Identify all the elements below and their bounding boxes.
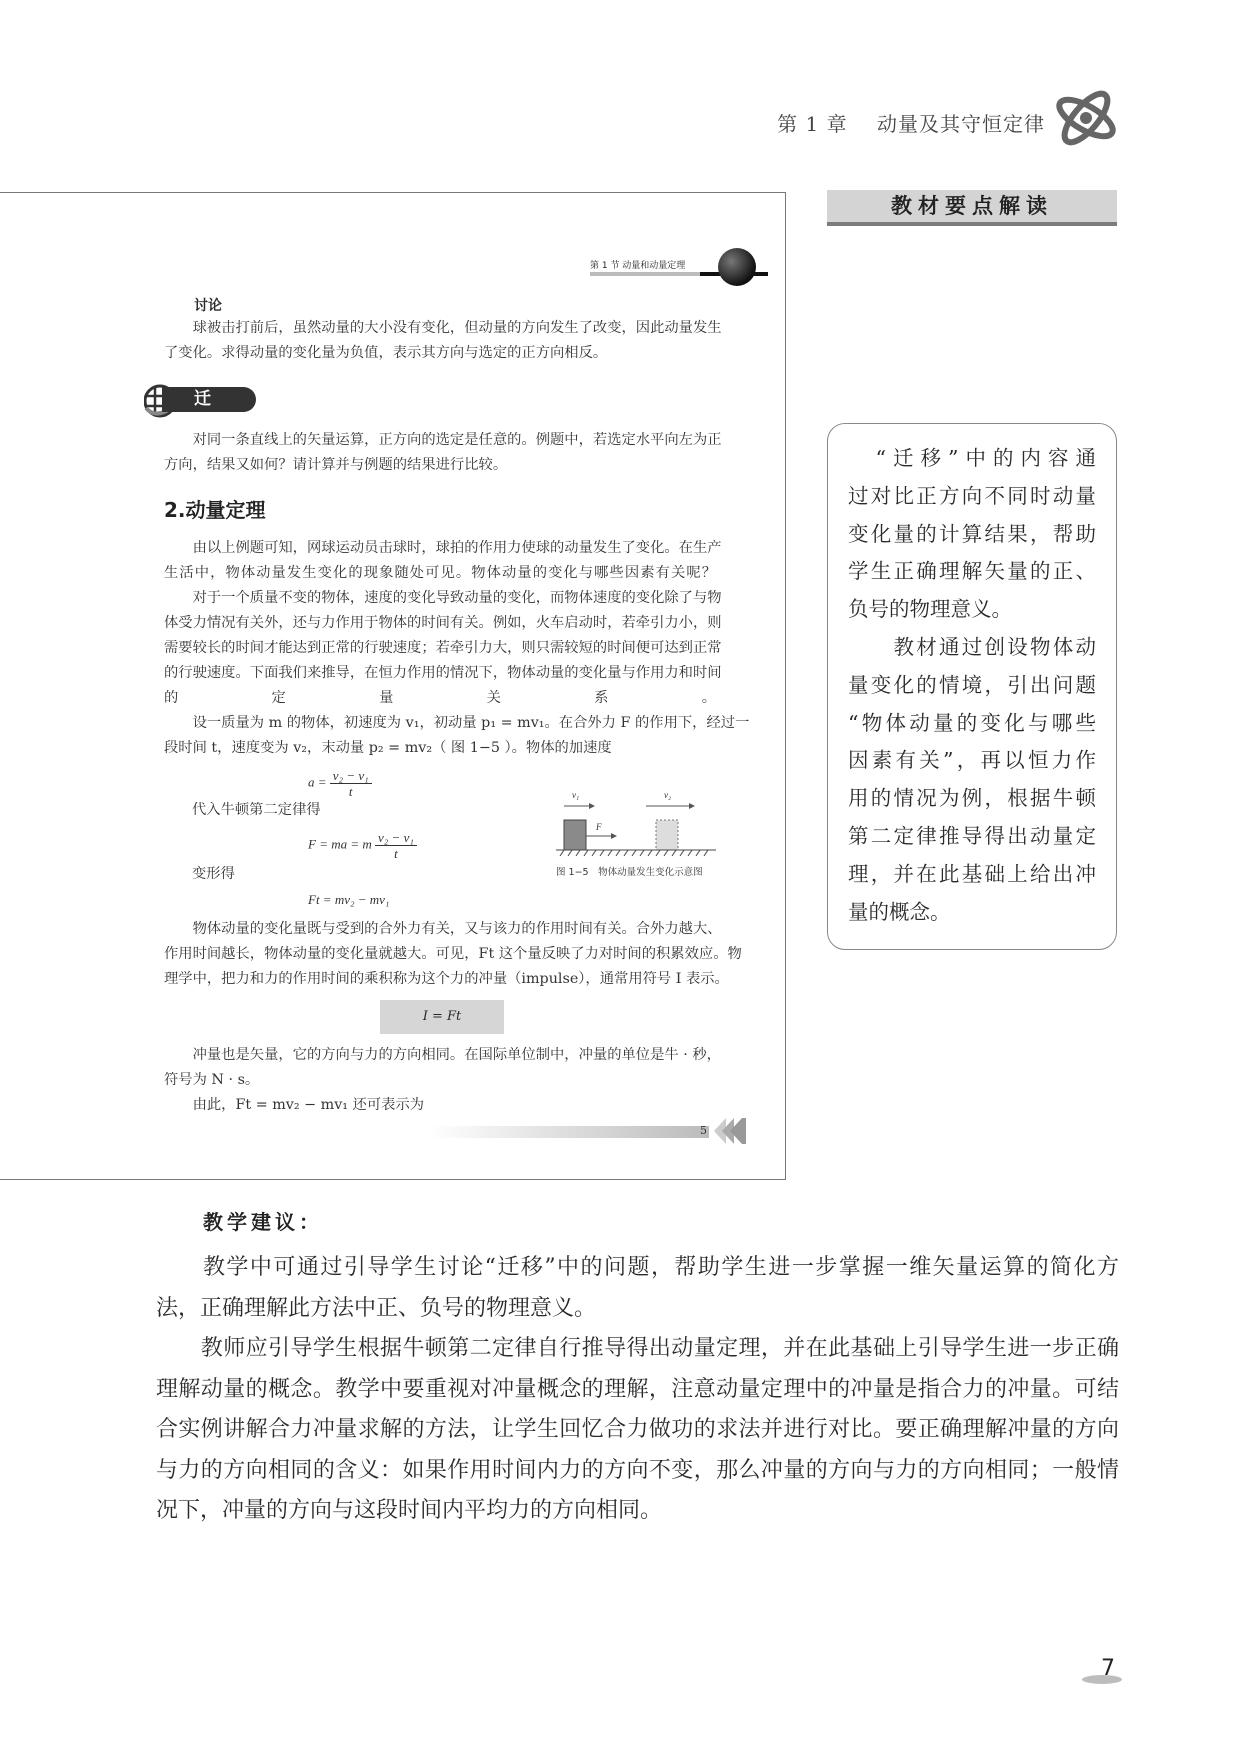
text-line: 生活中，物体动量发生变化的现象随处可见。物体动量的变化与哪些因素有关呢？ [164,565,716,581]
paragraph-derivation [164,536,750,761]
text-line: 了变化。求得动量的变化量为负值，表示其方向与选定的正方向相反。 [164,345,608,361]
text-line: 量的概念。 [848,899,951,924]
text-line: 由此，Ft = mv₂ − mv₁ 还可表示为 [164,1097,425,1113]
atom-icon [1052,86,1120,150]
paragraph-impulse-definition [164,917,742,992]
text-line: “物体动量的变化与哪些 [848,710,1096,735]
suggestion-paragraph-1 [156,1248,1119,1329]
transform-text: 变形得 [192,866,235,882]
formula-lhs: F = ma = m [308,836,372,852]
formula-impulse-momentum: Ft = mv₂ − mv₁ [308,892,390,907]
page-chevrons-icon [712,1118,748,1144]
formula-numerator: v₂ − v₁ [375,830,417,846]
text-line: 对同一条直线上的矢量运算，正方向的选定是任意的。例题中，若选定水平向左为正 [164,432,722,448]
text-line: 合实例讲解合力冲量求解的方法，让学生回忆合力做功的求法并进行对比。要正确理解冲量的方向 [156,1417,1119,1442]
formula-lhs: a = [308,774,327,790]
substitute-text: 代入牛顿第二定律得 [192,802,321,818]
heading-momentum-theorem: 2.动量定理 [164,498,266,522]
text-line: 符号为 N · s。 [164,1072,260,1088]
embedded-page-number: 5 [700,1124,707,1137]
text-line: 因素有关”，再以恒力作 [848,748,1096,773]
text-line: 学生正确理解矢量的正、 [848,559,1096,584]
transfer-text [164,428,722,478]
text-line: 量变化的情境，引出问题 [848,672,1096,697]
text-line: 理解动量的概念。教学中要重视对冲量概念的理解，注意动量定理中的冲量是指合力的冲量。可结 [156,1376,1119,1402]
discussion-heading: 讨论 [194,298,222,314]
text-line: 由以上例题可知，网球运动员击球时，球拍的作用力使球的动量发生了变化。在生产 [164,540,722,556]
text-line: 过对比正方向不同时动量 [848,483,1096,508]
momentum-change-diagram [556,790,726,860]
text-line: 用的情况为例，根据牛顿 [848,786,1096,811]
suggestion-paragraph-2 [156,1329,1119,1532]
text-line: 变化量的计算结果，帮助 [848,521,1096,546]
figure-caption: 图 1−5 物体动量发生变化示意图 [556,867,703,878]
text-line: 教学中可通过引导学生讨论“迁移”中的问题，帮助学生进一步掌握一维矢量运算的简化方 [156,1255,1119,1280]
text-line: 作用时间越长，物体动量的变化量就越大。可见，Ft 这个量反映了力对时间的积累效应。物 [164,946,742,962]
text-line: 冲量也是矢量，它的方向与力的方向相同。在国际单位制中，冲量的单位是牛 · 秒， [164,1047,721,1063]
text-line: 设一质量为 m 的物体，初速度为 v₁，初动量 p₁ = mv₁。在合外力 F 的作用下，经过一 [164,715,750,731]
teaching-suggestion-heading: 教学建议： [203,1210,323,1234]
paragraph-impulse-unit [164,1043,721,1118]
formula-numerator: v₂ − v₁ [330,768,372,784]
text-line: 需要较长的时间才能达到正常的行驶速度；若牵引力大，则只需较短的时间便可达到正常 [164,640,722,656]
v2-label: v₂ [664,790,672,800]
text-line: 教师应引导学生根据牛顿第二定律自行推导得出动量定理，并在此基础上引导学生进一步正确 [156,1336,1119,1361]
text-line: 的定量关系。 [164,690,716,706]
text-line: 负号的物理意义。 [848,597,1012,622]
formula-denominator: t [394,846,398,861]
figure-1-5 [556,790,726,880]
formula-force [308,830,417,861]
section-graph-icon [718,248,756,286]
text-line: 教材通过创设物体动 [848,634,1096,659]
force-label: F [596,822,602,832]
text-line: 的行驶速度。下面我们来推导，在恒力作用的情况下，物体动量的变化量与作用力和时间 [164,665,722,681]
impulse-formula-box: I = Ft [380,1000,504,1034]
transfer-label: 迁 移 [162,387,256,412]
text-line: 体受力情况有关外，还与力作用于物体的时间有关。例如，火车启动时，若牵引力小，则 [164,615,722,631]
text-line: 理，并在此基础上给出冲 [848,861,1096,886]
text-line: 与力的方向相同的含义：如果作用时间内力的方向不变，那么冲量的方向与力的方向相同；一般情 [156,1457,1119,1483]
text-line: 球被击打前后，虽然动量的大小没有变化，但动量的方向发生了改变，因此动量发生 [164,320,722,336]
formula-acceleration [308,768,372,799]
text-line: 物体动量的变化量既与受到的合外力有关，又与该力的作用时间有关。合外力越大、 [164,921,722,937]
text-line: 方向，结果又如何？请计算并与例题的结果进行比较。 [164,457,508,473]
text-line: 况下，冲量的方向与这段时间内平均力的方向相同。 [156,1498,663,1523]
transfer-badge [144,384,256,434]
text-line: 第二定律推导得出动量定 [848,823,1096,848]
v1-label: v₁ [572,790,580,800]
chapter-header: 第 1 章 动量及其守恒定律 [777,112,1045,136]
text-line: 法，正确理解此方法中正、负号的物理意义。 [156,1295,597,1321]
page-footer-bar [429,1126,709,1138]
formula-denominator: t [348,784,353,799]
text-line: 理学中，把力和力的作用时间的乘积称为这个力的冲量（impulse），通常用符号 I 表示。 [164,971,729,987]
discussion-text [164,316,722,366]
note-text [848,440,1096,931]
page-number: 7 [1101,1656,1115,1681]
text-line: “迁移”中的内容通 [848,446,1096,470]
text-line: 对于一个质量不变的物体，速度的变化导致动量的变化，而物体速度的变化除了与物 [164,590,722,606]
text-line: 段时间 t，速度变为 v₂，末动量 p₂ = mv₂（ 图 1−5 ）。物体的加速度 [164,740,612,756]
teaching-suggestion-body [156,1248,1119,1532]
section-title-bar: 教材要点解读 [827,190,1117,226]
embedded-section-header: 第 1 节 动量和动量定理 [590,261,686,271]
